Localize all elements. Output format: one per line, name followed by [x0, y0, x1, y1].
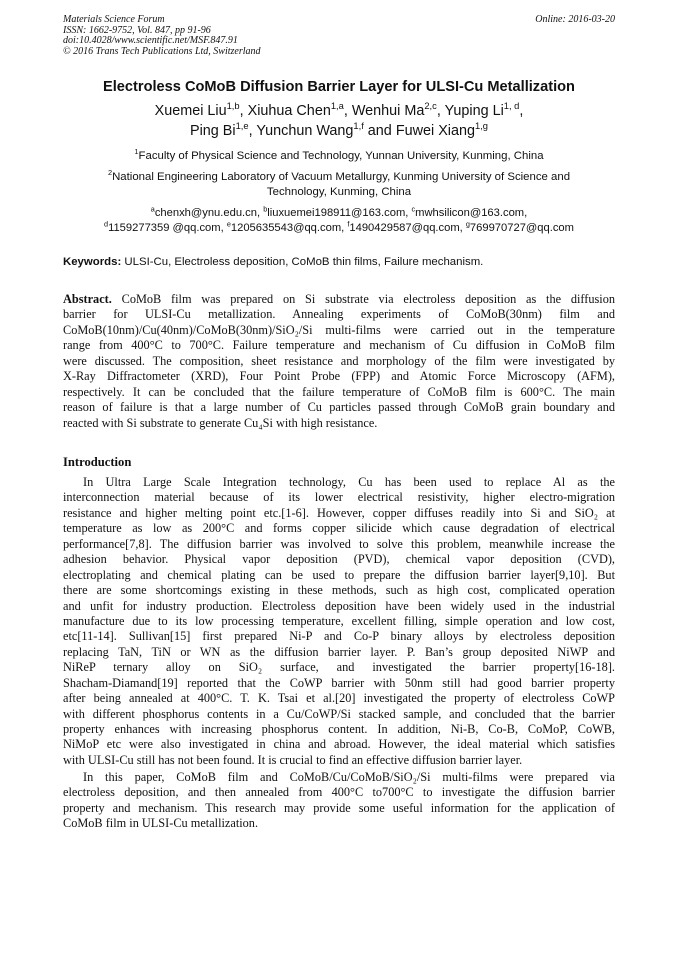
- affiliation-text: Faculty of Physical Science and Technology, Yunnan University, Kunming, China: [138, 150, 544, 162]
- abstract-label: Abstract.: [63, 292, 112, 306]
- journal-header: [63, 15, 615, 57]
- email-address: 1159277359 @qq.com: [108, 222, 221, 234]
- paragraph-line: CoMoB film in ULSI-Cu metallization.: [63, 816, 259, 831]
- paragraph-line: NiReP ternary alloy on SiO₂ surface, and investigated the barrier property[16-18].: [63, 660, 615, 675]
- paragraph-line: property and mechanism. This research may provide some useful information for the application of: [63, 800, 615, 815]
- email-mark: g: [465, 219, 470, 229]
- journal-name: Materials Science Forum: [63, 14, 165, 25]
- author-line-2: Ping Bi$^{1,e}$, Yunchun Wang$^{1,f}$ and Fuwei Xiang$^{1,g}$: [189, 120, 489, 139]
- abstract-line: barrier for ULSI-Cu metallization. Annealing experiments of CoMoB(30nm) film and: [63, 307, 615, 322]
- author-affil-mark: 1,e: [235, 120, 249, 131]
- paragraph-line: electroplating and chemical plating can be used to prepare the diffusion barrier layer[9,10]. But: [63, 567, 615, 582]
- abstract-line-text: CoMoB film was prepared on Si substrate via electroless deposition as the diffusion: [121, 292, 616, 306]
- abstract-line: CoMoB(10nm)/Cu(40nm)/CoMoB(30nm)/SiO₂/Si multi-films were carried out in the temperature: [63, 322, 615, 337]
- affiliation-mark: 1: [134, 147, 139, 157]
- author-affil-mark: 1, d: [503, 101, 520, 112]
- author-name: Yunchun Wang: [256, 122, 354, 139]
- email-address: 1205635543@qq.com: [230, 222, 342, 234]
- paragraph-line: temperature as low as 200°C and forms copper silicide which cause degradation of electrical: [63, 521, 615, 536]
- paragraph-line: performance[7,8]. The diffusion barrier was involved to solve this problem, meanwhile increase the: [63, 536, 615, 551]
- email-list: [63, 206, 615, 236]
- paper-title: Electroless CoMoB Diffusion Barrier Layer for ULSI-Cu Metallization: [103, 79, 575, 95]
- affiliation-1: [63, 149, 615, 164]
- author-affil-mark: 1,a: [330, 101, 344, 112]
- paragraph-line: resistance and higher melting point etc.[1-6]. However, copper diffuses readily into Si and SiO₂ at: [63, 505, 615, 520]
- introduction-paragraph-2: [63, 770, 615, 832]
- affiliation-text: National Engineering Laboratory of Vacuum Metallurgy, Kunming University of Science and: [112, 171, 571, 183]
- author-affil-mark: 2,c: [424, 101, 437, 112]
- email-mark: b: [263, 204, 268, 214]
- email-address: 769970727@qq.com: [469, 222, 574, 234]
- email-mark: e: [226, 219, 231, 229]
- paragraph-line: manufacture due to its low processing temperature, excellent filling, simple operation and low cost,: [63, 613, 615, 628]
- paragraph-line: with different phosphorus contents in a Cu/CoWP/Si stacked sample, and concluded that the barrier: [63, 706, 615, 721]
- authors-conjunction: and: [367, 122, 392, 139]
- email-mark: f: [347, 219, 350, 229]
- abstract-line: reason of failure is that a large number of Cu particles passed through CoMoB grain boundary and: [63, 400, 615, 415]
- paragraph-line: etc[11-14]. Sullivan[15] first prepared Ni-P and Co-P binary alloys by electroless deposition: [63, 629, 615, 644]
- paragraph-line: In Ultra Large Scale Integration technology, Cu has been used to replace Al as the: [83, 475, 615, 489]
- email-line-1: $^a$chenxh@ynu.edu.cn, $^b$liuxuemei198911@163.com, $^c$mwhsilicon@163.com,: [150, 204, 528, 219]
- author-name: Yuping Li: [444, 103, 504, 119]
- email-address: chenxh@ynu.edu.cn: [154, 207, 257, 219]
- doi-line: doi:10.4028/www.scientific.net/MSF.847.91: [63, 35, 238, 47]
- author-affil-mark: 1,g: [475, 120, 489, 131]
- abstract-line: range from 400°C to 700°C. Failure temperature and mechanism of Cu diffusion in CoMoB film: [63, 338, 615, 353]
- paragraph-line: with ULSI-Cu still has not been found. It is crucial to find an effective diffusion barrier layer.: [63, 752, 523, 767]
- author-name: Ping Bi: [189, 122, 236, 139]
- online-date: Online: 2016-03-20: [535, 14, 615, 25]
- paragraph-line: and unfit for industry production. Electroless deposition have been widely used in the industrial: [63, 598, 615, 613]
- email-address: liuxuemei198911@163.com: [267, 207, 406, 219]
- issn-line: ISSN: 1662-9752, Vol. 847, pp 91-96: [63, 24, 211, 36]
- paragraph-line: adhesion behavior. Physical vapor deposition (PVD), chemical vapor deposition (CVD),: [63, 552, 615, 567]
- author-list: [63, 102, 615, 141]
- paragraph-line: electroless deposition, and then annealed from 400°C to700°C to investigate the diffusion barrier: [63, 785, 615, 800]
- paragraph-line: there are some shortcomings existing in these methods, such as high cost, complicated operation: [63, 583, 615, 598]
- affiliation-2: [63, 170, 615, 200]
- email-address: mwhsilicon@163.com: [415, 207, 525, 219]
- abstract: [63, 292, 615, 431]
- author-line-1: Xuemei Liu$^{1,b}$, Xiuhua Chen$^{1,a}$, Wenhui Ma$^{2,c}$, Yuping Li$^{1, d}$,: [154, 101, 524, 119]
- author-name: Xuemei Liu: [154, 103, 227, 119]
- paragraph-line: In this paper, CoMoB film and CoMoB/Cu/CoMoB/SiO₂/Si multi-films were prepared via: [83, 770, 615, 784]
- affiliation-mark: 2: [107, 168, 113, 178]
- copyright-line: © 2016 Trans Tech Publications Ltd, Switzerland: [63, 45, 261, 57]
- abstract-line: X-Ray Diffractometer (XRD), Four Point Probe (FPP) and Atomic Force Microscopy (AFM),: [63, 369, 615, 384]
- introduction-paragraph-1: [63, 475, 615, 768]
- author-affil-mark: 1,b: [226, 101, 240, 112]
- email-mark: d: [104, 219, 109, 229]
- abstract-line: [63, 292, 615, 307]
- keywords: [63, 256, 615, 268]
- paragraph-line: interconnection material because of its lower electrical resistivity, higher electro-migration: [63, 490, 615, 505]
- email-mark: c: [411, 204, 416, 214]
- paragraph-line: Shacham-Diamand[19] reported that the CoWP barrier with 50nm still had good barrier property: [63, 675, 615, 690]
- keywords-label: Keywords:: [63, 256, 122, 268]
- keywords-text: ULSI-Cu, Electroless deposition, CoMoB thin films, Failure mechanism.: [124, 256, 484, 268]
- email-mark: a: [150, 204, 155, 214]
- author-name: Fuwei Xiang: [395, 122, 476, 139]
- affiliation-text: Technology, Kunming, China: [266, 186, 412, 198]
- abstract-line: reacted with Si substrate to generate Cu₄Si with high resistance.: [63, 415, 378, 430]
- email-address: 1490429587@qq.com: [349, 222, 460, 234]
- abstract-line: respectively. It can be concluded that the failure temperature of CoMoB film is 600°C. The main: [63, 384, 615, 399]
- paragraph-line: NiMoP etc were also investigated in china and abroad. However, the ideal material which satisfies: [63, 737, 615, 752]
- section-heading-introduction: Introduction: [63, 455, 132, 469]
- paragraph-line: after being annealed at 400°C. T. K. Tsai et al.[20] investigated the property of electroless CoWP: [63, 691, 615, 706]
- paragraph-line: property enhances with increasing phosphorus content. In addition, Ni-B, Co-B, CoMoP, CoWB,: [63, 722, 615, 736]
- abstract-line: were discussed. The composition, sheet resistance and morphology of the film were investigated by: [63, 353, 615, 368]
- email-line-2: $^d$1159277359 @qq.com, $^e$1205635543@qq.com, $^f$1490429587@qq.com, $^g$769970727@qq.com: [104, 219, 574, 234]
- paragraph-line: replacing TaN, TiN or WN as the diffusion barrier layer. P. Ban’s group deposited NiWP and: [63, 644, 615, 659]
- author-name: Wenhui Ma: [351, 103, 425, 119]
- author-affil-mark: 1,f: [353, 120, 364, 131]
- author-name: Xiuhua Chen: [247, 103, 331, 119]
